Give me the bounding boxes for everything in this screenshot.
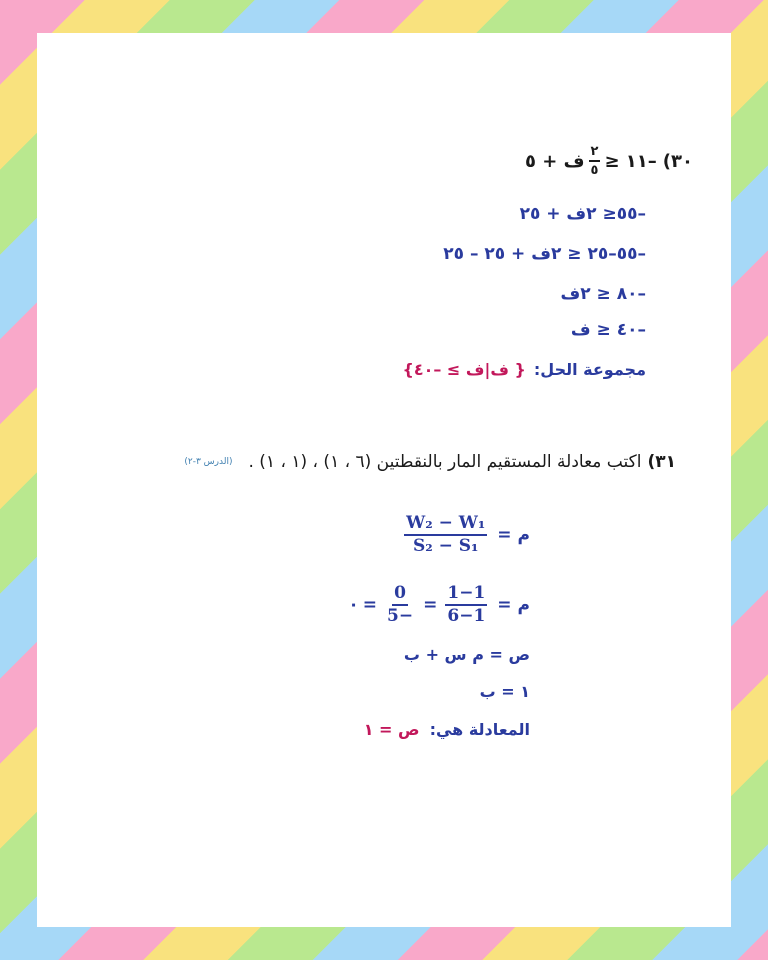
q31-final-value: ص = ١ (363, 720, 420, 739)
q30-step-1: –٥٥≤ ٢ف + ٢٥ (519, 204, 646, 224)
q31-eq-3: = (423, 595, 438, 615)
q31-intercept: ١ = ب (479, 682, 530, 701)
q31-line-equation: ص = م س + ب (403, 645, 530, 664)
q31-final-label: المعادلة هي: (429, 720, 530, 739)
q31-eq: = (497, 525, 512, 545)
q31-sub-den: 6−1 (447, 606, 486, 626)
q31-number: ٣١) (647, 452, 676, 472)
q31-zero-fraction (385, 585, 415, 625)
q31-header (184, 452, 676, 472)
q30-number: ٣٠) (662, 150, 693, 172)
q31-lesson-tag: (الدرس ٣-٢) (184, 457, 233, 467)
q31-zero-result: ٠ (348, 595, 359, 615)
q31-sub-fraction (445, 585, 487, 625)
q31-slope-formula (400, 515, 530, 555)
q30-fraction (589, 145, 601, 177)
q31-zero-num: 0 (392, 585, 408, 606)
q31-eq-4: = (362, 595, 378, 615)
q30-frac-num: ٢ (589, 145, 601, 162)
q31-sub-num: 1−1 (445, 585, 487, 606)
q30-lhs: –١١ ≤ (604, 150, 657, 172)
q31-m-2: م (517, 595, 530, 615)
q31-m: م (517, 525, 530, 545)
q31-substitution (348, 585, 530, 625)
q31-slope-den: S₂ − S₁ (412, 536, 479, 556)
q31-eq-2: = (497, 595, 512, 615)
q31-final (364, 720, 530, 739)
q30-frac-den: ٥ (590, 163, 599, 178)
q31-slope-num: W₂ − W₁ (404, 515, 487, 536)
q30-rhs: ف + ٥ (524, 150, 585, 172)
q31-zero-den: 5− (387, 606, 414, 626)
q30-header (525, 145, 693, 177)
q30-step-3: –٨٠ ≤ ٢ف (560, 284, 646, 304)
q30-step-4: –٤٠ ≤ ف (570, 320, 646, 340)
q31-text: اكتب معادلة المستقيم المار بالنقطتين (٦ ، ١) ، (١ ، ١) . (248, 452, 642, 472)
q30-step-2: –٥٥–٢٥ ≤ ٢ف + ٢٥ – ٢٥ (443, 244, 646, 264)
q31-slope-fraction (404, 515, 487, 555)
q30-solution-label: مجموعة الحل: (533, 360, 646, 379)
q30-solution-value: { ف|ف ≥ –٤٠} (402, 360, 526, 379)
q30-solution-set (402, 360, 646, 379)
